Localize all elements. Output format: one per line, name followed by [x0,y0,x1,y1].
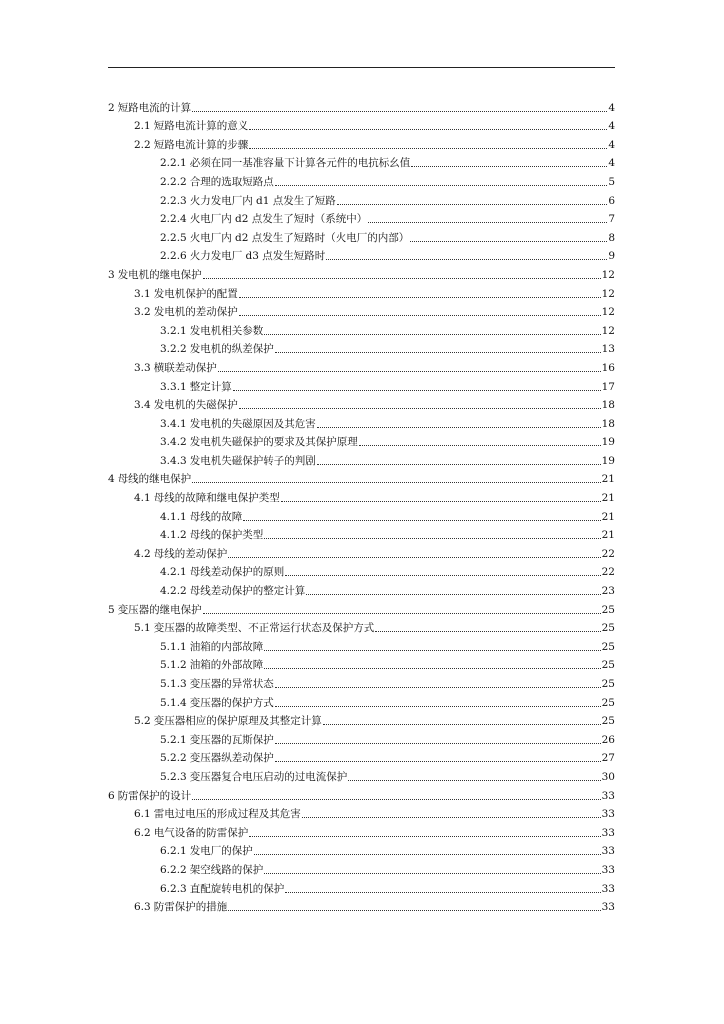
toc-entry[interactable] [108,96,615,115]
toc-dot-leader [192,111,607,112]
toc-dot-leader [218,371,601,372]
toc-entry-title: 变压器的瓦斯保护 [189,733,274,746]
toc-entry-title: 母线的差动保护 [153,547,228,560]
toc-entry[interactable] [108,282,615,301]
toc-entry-title: 发电机保护的配置 [153,287,238,300]
toc-dot-leader [254,854,601,855]
toc-entry-page: 21 [601,510,615,523]
toc-entry[interactable] [108,896,615,915]
toc-dot-leader [203,613,601,614]
toc-entry-page: 16 [601,361,615,374]
toc-dot-leader [228,557,600,558]
toc-entry-page: 23 [601,585,615,598]
toc-entry-number: 6.2.1 [160,845,187,858]
toc-entry[interactable] [108,468,615,487]
toc-entry-title: 发电厂的保护 [189,845,253,858]
toc-entry-page: 19 [601,454,615,467]
toc-dot-leader [249,129,607,130]
toc-entry-page: 25 [601,622,615,635]
toc-entry-number: 3.2.2 [160,343,187,356]
toc-entry-title: 变压器的故障类型、不正常运行状态及保护方式 [153,622,375,635]
toc-entry-page: 25 [601,678,615,690]
toc-entry-page: 19 [601,436,615,449]
toc-entry[interactable] [108,691,615,710]
toc-entry-title: 油箱的外部故障 [189,659,264,672]
toc-dot-leader [317,464,601,465]
toc-entry-page: 21 [601,492,615,505]
toc-entry-number: 5 [108,603,115,616]
toc-entry[interactable] [108,635,615,654]
toc-entry-number: 6 [108,789,115,802]
toc-dot-leader [337,204,608,205]
toc-entry-number: 2.2.4 [160,213,187,226]
toc-entry-page: 25 [601,640,615,653]
toc-entry-number: 6.2.2 [160,863,187,876]
toc-entry-title: 变压器相应的保护原理及其整定计算 [153,715,322,728]
toc-entry-page: 17 [601,380,615,393]
toc-entry-title: 直配旋转电机的保护 [189,882,285,895]
toc-dot-leader [264,668,600,669]
toc-entry-number: 2.2.3 [160,194,187,207]
toc-entry-page: 12 [601,268,615,281]
toc-entry-title: 发电机失磁保护的要求及其保护原理 [189,436,358,449]
toc-dot-leader [359,445,601,446]
toc-entry-title: 变压器的继电保护 [117,603,202,616]
toc-dot-leader [239,315,601,316]
toc-entry[interactable] [108,561,615,580]
toc-entry-page: 4 [608,120,615,133]
toc-entry-number: 6.2 [134,826,151,839]
toc-entry-title: 变压器纵差动保护 [189,752,274,765]
toc-entry-title: 防雷保护的设计 [117,789,192,802]
toc-dot-leader [275,706,601,707]
toc-dot-leader [275,185,608,186]
toc-entry[interactable] [108,654,615,673]
toc-entry-title: 火力发电厂 d3 点发生短路时 [189,250,326,263]
toc-entry-title: 发电机失磁保护转子的判剧 [189,454,316,467]
toc-dot-leader [192,799,600,800]
toc-entry-title: 发电机相关参数 [189,324,264,337]
toc-entry-number: 4.2 [134,547,151,560]
toc-entry-title: 短路电流计算的步骤 [153,138,249,151]
toc-entry-number: 5.1.3 [160,678,187,690]
toc-entry-title: 变压器的保护方式 [189,696,274,709]
toc-entry[interactable] [108,728,615,747]
toc-entry[interactable] [108,765,615,784]
toc-entry[interactable] [108,672,615,691]
toc-dot-leader [249,836,600,837]
toc-entry-page: 21 [601,529,615,542]
toc-entry[interactable] [108,598,615,617]
toc-entry-title: 雷电过电压的形成过程及其危害 [153,808,301,821]
toc-entry[interactable] [108,301,615,320]
toc-entry-number: 3.4.1 [160,417,187,430]
toc-entry-page: 12 [601,306,615,319]
toc-dot-leader [302,817,601,818]
toc-entry[interactable] [108,747,615,766]
toc-dot-leader [348,780,600,781]
toc-dot-leader [192,482,600,483]
toc-entry[interactable] [108,245,615,264]
toc-entry-page: 12 [601,287,615,300]
toc-dot-leader [228,910,600,911]
toc-entry-title: 母线的继电保护 [117,473,192,486]
toc-entry-title: 短路电流计算的意义 [153,120,249,133]
toc-dot-leader [411,166,607,167]
toc-entry[interactable] [108,505,615,524]
toc-entry-page: 8 [608,231,615,244]
toc-entry-page: 22 [601,547,615,560]
toc-entry-page: 33 [601,901,615,914]
toc-entry-title: 母线差动保护的整定计算 [189,585,306,598]
toc-entry[interactable] [108,226,615,245]
toc-entry-page: 25 [601,715,615,728]
toc-entry[interactable] [108,319,615,338]
toc-dot-leader [375,631,600,632]
toc-entry-page: 33 [601,808,615,821]
toc-dot-leader [233,390,601,391]
toc-entry-title: 电气设备的防雷保护 [153,826,249,839]
toc-entry-number: 3.4.2 [160,436,187,449]
toc-entry-page: 4 [608,157,615,170]
toc-entry[interactable] [108,375,615,394]
toc-entry[interactable] [108,394,615,413]
toc-dot-leader [410,241,607,242]
toc-dot-leader [264,538,600,539]
toc-entry-title: 火力发电厂内 d1 点发生了短路 [189,194,336,207]
toc-dot-leader [368,222,607,223]
toc-entry-page: 27 [601,752,615,765]
toc-entry-title: 发电机的差动保护 [153,306,238,319]
toc-entry-number: 4.1.2 [160,529,187,542]
toc-dot-leader [239,297,601,298]
toc-entry-number: 3.3 [134,361,151,374]
toc-dot-leader [275,743,601,744]
toc-entry-page: 12 [601,324,615,337]
toc-dot-leader [275,687,601,688]
toc-entry-number: 5.2.1 [160,733,187,746]
toc-entry[interactable] [108,356,615,375]
toc-entry-page: 33 [601,863,615,876]
toc-entry-page: 4 [608,101,615,114]
toc-entry-title: 发电机的纵差保护 [189,343,274,356]
toc-entry-title: 母线的故障和继电保护类型 [153,492,280,505]
toc-entry[interactable] [108,486,615,505]
toc-entry-number: 5.1.2 [160,659,187,672]
table-of-contents [108,96,615,914]
toc-entry[interactable] [108,208,615,227]
toc-entry-page: 18 [601,399,615,412]
toc-entry[interactable] [108,821,615,840]
toc-dot-leader [323,724,601,725]
toc-entry[interactable] [108,338,615,357]
toc-entry-page: 18 [601,417,615,430]
toc-entry-title: 油箱的内部故障 [189,640,264,653]
toc-entry[interactable] [108,133,615,152]
toc-entry-number: 3.4.3 [160,454,187,467]
toc-entry-number: 3 [108,268,115,281]
toc-dot-leader [275,761,601,762]
toc-entry-page: 5 [608,175,615,188]
toc-dot-leader [264,650,600,651]
toc-entry[interactable] [108,152,615,171]
toc-entry-number: 5.1.4 [160,696,187,709]
toc-entry[interactable] [108,524,615,543]
toc-entry-number: 4 [108,473,115,486]
toc-entry-number: 2.2.5 [160,231,187,244]
toc-entry-page: 33 [601,845,615,858]
toc-entry-page: 30 [601,770,615,783]
toc-entry-number: 5.2 [134,715,151,728]
toc-entry-page: 7 [608,213,615,226]
toc-dot-leader [275,352,601,353]
toc-dot-leader [203,278,601,279]
toc-entry[interactable] [108,579,615,598]
toc-dot-leader [326,259,607,260]
toc-entry[interactable] [108,858,615,877]
toc-entry-title: 火电厂内 d2 点发生了短路时（火电厂的内部） [189,231,410,244]
toc-entry-title: 变压器复合电压启动的过电流保护 [189,770,348,783]
toc-entry-title: 整定计算 [189,380,232,393]
toc-entry-title: 短路电流的计算 [117,101,192,114]
toc-entry[interactable] [108,784,615,803]
toc-entry-title: 发电机的继电保护 [117,268,202,281]
toc-entry-number: 6.2.3 [160,882,187,895]
toc-entry-title: 母线的故障 [189,510,243,523]
toc-entry-number: 6.3 [134,901,151,914]
toc-entry[interactable] [108,189,615,208]
toc-entry-title: 横联差动保护 [153,361,217,374]
toc-entry-number: 4.1.1 [160,510,187,523]
toc-entry-page: 25 [601,603,615,616]
toc-dot-leader [243,520,600,521]
toc-entry-page: 33 [601,789,615,802]
toc-entry[interactable] [108,170,615,189]
toc-entry[interactable] [108,877,615,896]
toc-entry-page: 9 [608,250,615,263]
toc-entry[interactable] [108,542,615,561]
toc-entry-number: 5.1.1 [160,640,187,653]
toc-entry-title: 火电厂内 d2 点发生了短时（系统中） [189,213,368,226]
toc-entry-title: 发电机的失磁原因及其危害 [189,417,316,430]
toc-entry-page: 33 [601,882,615,895]
toc-entry-page: 6 [608,194,615,207]
toc-entry-number: 3.2 [134,306,151,319]
toc-entry-title: 防雷保护的措施 [153,901,228,914]
toc-entry-number: 4.1 [134,492,151,505]
toc-entry[interactable] [108,431,615,450]
toc-entry-number: 2.2.1 [160,157,187,170]
toc-dot-leader [249,148,607,149]
toc-entry-title: 合理的选取短路点 [189,175,274,188]
toc-entry-title: 必须在同一基准容量下计算各元件的电抗标幺值 [189,157,411,170]
toc-entry[interactable] [108,803,615,822]
toc-entry-page: 4 [608,138,615,151]
toc-entry-page: 13 [601,343,615,356]
toc-entry-number: 3.3.1 [160,380,187,393]
toc-entry-title: 架空线路的保护 [189,863,264,876]
toc-entry-number: 2.2 [134,138,151,151]
toc-entry-number: 6.1 [134,808,151,821]
toc-entry-number: 4.2.2 [160,585,187,598]
toc-entry-page: 26 [601,733,615,746]
toc-entry[interactable] [108,449,615,468]
toc-entry-page: 33 [601,826,615,839]
toc-entry-number: 3.1 [134,287,151,300]
toc-entry-page: 25 [601,696,615,709]
toc-entry-number: 2 [108,101,115,114]
toc-entry-number: 2.2.6 [160,250,187,263]
toc-entry[interactable] [108,710,615,729]
toc-entry-title: 母线差动保护的原则 [189,566,285,579]
toc-entry-title: 发电机的失磁保护 [153,399,238,412]
toc-dot-leader [281,501,601,502]
toc-dot-leader [264,873,600,874]
toc-entry-number: 2.2.2 [160,175,187,188]
toc-entry-number: 5.2.3 [160,770,187,783]
toc-entry-title: 母线的保护类型 [189,529,264,542]
toc-dot-leader [285,575,600,576]
toc-entry-page: 21 [601,473,615,486]
toc-entry[interactable] [108,263,615,282]
toc-entry-number: 2.1 [134,120,151,133]
toc-entry-number: 3.4 [134,399,151,412]
toc-dot-leader [264,334,600,335]
toc-entry[interactable] [108,840,615,859]
toc-entry[interactable] [108,412,615,431]
toc-dot-leader [285,892,600,893]
toc-entry-number: 3.2.1 [160,324,187,337]
toc-entry[interactable] [108,617,615,636]
header-rule [108,67,615,68]
toc-entry-page: 22 [601,566,615,579]
toc-dot-leader [239,408,601,409]
toc-dot-leader [317,427,601,428]
toc-entry-number: 5.1 [134,622,151,635]
toc-entry-page: 25 [601,659,615,672]
toc-entry[interactable] [108,115,615,134]
toc-entry-number: 4.2.1 [160,566,187,579]
toc-dot-leader [306,594,600,595]
toc-entry-number: 5.2.2 [160,752,187,765]
toc-entry-title: 变压器的异常状态 [189,678,274,690]
